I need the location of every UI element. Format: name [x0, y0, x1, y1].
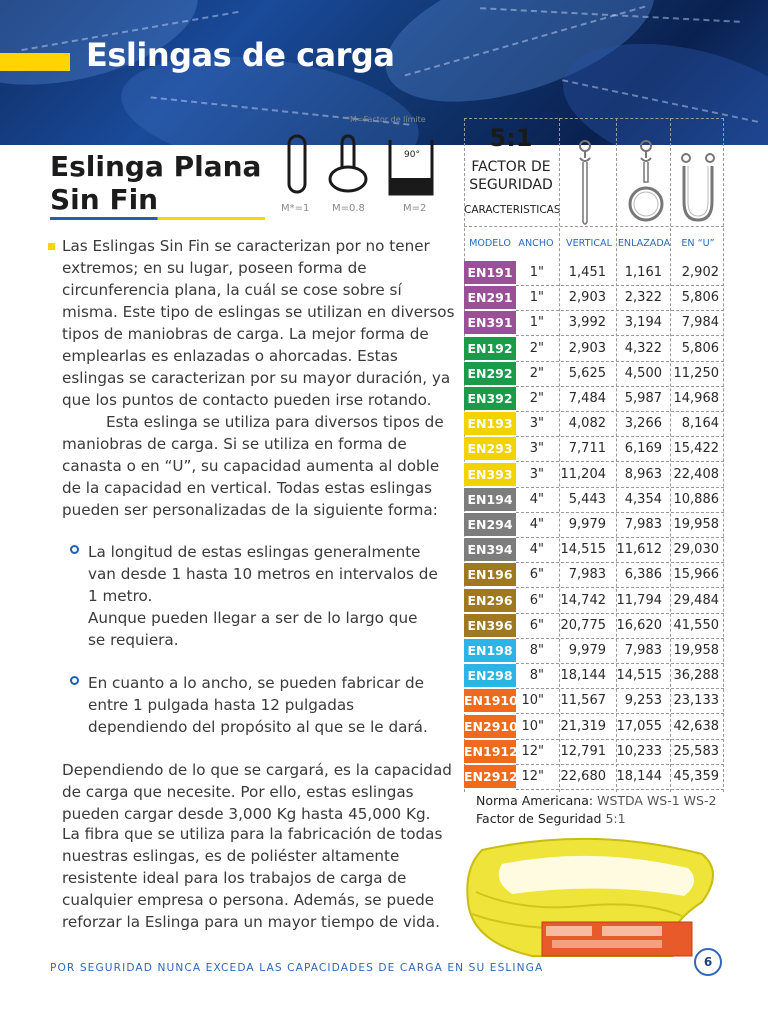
choker-capacity-cell: 6,386 — [624, 567, 662, 583]
basket-icon — [386, 138, 436, 198]
width-cell: 3" — [529, 416, 544, 432]
model-cell: EN193 — [464, 412, 516, 435]
factor-m1: M*=1 — [281, 203, 310, 214]
vertical-capacity-cell: 7,711 — [568, 441, 606, 457]
vertical-capacity-cell: 11,204 — [560, 466, 606, 482]
choker-capacity-cell: 3,194 — [624, 315, 662, 331]
factor-m3: M=2 — [403, 203, 427, 214]
vertical-capacity-cell: 2,903 — [568, 340, 606, 356]
width-cell: 10" — [521, 693, 544, 709]
column-header-basket: EN “U” — [681, 238, 715, 249]
basket-capacity-cell: 2,902 — [681, 265, 719, 280]
width-cell: 6" — [529, 567, 544, 583]
straight-loop-icon — [286, 133, 308, 195]
model-cell: EN293 — [464, 437, 516, 460]
model-cell: EN196 — [464, 563, 516, 586]
basket-capacity-cell: 19,958 — [673, 643, 719, 658]
vertical-capacity-cell: 12,791 — [560, 743, 606, 759]
table-row — [464, 613, 724, 638]
column-header-model: MODELO — [469, 238, 511, 249]
vertical-hitch-icon — [572, 138, 598, 228]
table-row — [464, 336, 724, 361]
basket-capacity-cell: 25,583 — [673, 743, 719, 759]
vertical-capacity-cell: 7,484 — [568, 391, 606, 406]
model-cell: EN292 — [464, 362, 516, 385]
choker-capacity-cell: 14,515 — [616, 668, 662, 684]
table-row — [464, 260, 724, 285]
column-header-width: ANCHO — [518, 238, 554, 249]
model-cell: EN396 — [464, 614, 516, 637]
choker-capacity-cell: 1,161 — [624, 265, 662, 280]
vertical-capacity-cell: 1,451 — [568, 265, 606, 280]
basket-hitch-icon — [678, 152, 718, 228]
circle-bullet-icon — [70, 676, 79, 685]
table-row — [464, 537, 724, 562]
choker-capacity-cell: 5,987 — [624, 391, 662, 406]
table-row — [464, 764, 724, 789]
page-number: 6 — [694, 948, 722, 976]
heading-underline — [50, 217, 265, 220]
table-row — [464, 411, 724, 436]
safety-factor-line1: FACTOR DE — [471, 159, 551, 175]
table-row — [464, 512, 724, 537]
width-cell: 12" — [521, 743, 544, 759]
width-cell: 12" — [521, 769, 544, 784]
table-row — [464, 361, 724, 386]
safety-factor-label: Factor de Seguridad — [476, 811, 602, 826]
factor-note: *M=Factor de límite — [346, 115, 426, 124]
paragraph-capacity: Dependiendo de lo que se cargará, es la capacidad de carga que necesite. Por ello, estas eslingas pueden cargar desde 3,000 Kg hasta 45,000 Kg. — [62, 761, 452, 823]
choker-hitch-icon — [626, 138, 666, 228]
section-heading-line2: Sin Fin — [50, 183, 159, 216]
basket-capacity-cell: 45,359 — [673, 769, 719, 784]
table-row — [464, 638, 724, 663]
vertical-capacity-cell: 11,567 — [560, 693, 606, 709]
model-cell: EN294 — [464, 513, 516, 536]
width-cell: 6" — [529, 592, 544, 608]
model-cell: EN394 — [464, 538, 516, 561]
vertical-capacity-cell: 4,082 — [568, 416, 606, 432]
vertical-capacity-cell: 22,680 — [560, 769, 606, 784]
width-cell: 6" — [529, 617, 544, 633]
table-row — [464, 739, 724, 764]
choker-capacity-cell: 4,322 — [624, 340, 662, 356]
choker-capacity-cell: 16,620 — [616, 617, 662, 633]
basket-capacity-cell: 19,958 — [673, 517, 719, 532]
vertical-capacity-cell: 14,515 — [560, 542, 606, 558]
table-row — [464, 285, 724, 310]
bullet-length-note: Aunque pueden llegar a ser de lo largo que se requiera. — [88, 609, 418, 649]
basket-capacity-cell: 36,288 — [673, 668, 719, 684]
choker-capacity-cell: 9,253 — [624, 693, 662, 709]
section-heading — [50, 150, 261, 216]
basket-capacity-cell: 15,422 — [673, 441, 719, 457]
paragraph-intro: Las Eslingas Sin Fin se caracterizan por no tener extremos; en su lugar, poseen forma de circunferencia plana, la cuál se cose sobre sí misma. Este tipo de eslingas se utilizan en diversos tipos de maniobras de carga. La mejor forma de emplearlas es enlazadas o ahorcadas. Estas eslingas se caracterizan por su mayor duración, ya que los puntos de contacto pueden irse rotando. — [62, 237, 455, 409]
endless-sling-image — [462, 832, 728, 962]
safety-factor-title — [464, 158, 558, 194]
vertical-capacity-cell: 20,775 — [560, 617, 606, 633]
basket-capacity-cell: 42,638 — [673, 718, 719, 734]
norm-label: Norma Americana: — [476, 793, 594, 808]
choker-capacity-cell: 8,963 — [624, 466, 662, 482]
basket-capacity-cell: 10,886 — [673, 491, 719, 507]
model-cell: EN391 — [464, 311, 516, 334]
model-cell: EN1912 — [464, 740, 516, 763]
choker-capacity-cell: 4,354 — [624, 491, 662, 507]
vertical-capacity-cell: 18,144 — [560, 668, 606, 684]
column-header-choker: ENLAZADA — [617, 238, 671, 249]
model-cell: EN1910 — [464, 689, 516, 712]
basket-capacity-cell: 14,968 — [673, 391, 719, 406]
table-row — [464, 487, 724, 512]
model-cell: EN291 — [464, 286, 516, 309]
choker-capacity-cell: 11,612 — [616, 542, 662, 558]
paragraph-usage: Esta eslinga se utiliza para diversos tipos de maniobras de carga. Si se utiliza en forma de canasta o en “U”, su capacidad aumenta al doble de la capacidad en vertical. Todas estas eslingas pueden ser personalizadas de la siguiente forma: — [62, 413, 444, 519]
bullet-width: En cuanto a lo ancho, se pueden fabricar de entre 1 pulgada hasta 12 pulgadas dependiendo del propósito al que se le dará. — [88, 674, 428, 736]
width-cell: 2" — [529, 340, 544, 356]
model-cell: EN194 — [464, 488, 516, 511]
width-cell: 4" — [529, 491, 544, 507]
choker-capacity-cell: 18,144 — [616, 769, 662, 784]
basket-capacity-cell: 29,030 — [673, 542, 719, 558]
basket-capacity-cell: 5,806 — [681, 340, 719, 356]
choker-capacity-cell: 7,983 — [624, 517, 662, 532]
width-cell: 3" — [529, 466, 544, 482]
vertical-capacity-cell: 5,625 — [568, 365, 606, 381]
basket-capacity-cell: 11,250 — [673, 365, 719, 381]
width-cell: 2" — [529, 391, 544, 406]
characteristics-label: CARACTERISTICAS — [464, 204, 561, 216]
angle-label: 90° — [404, 150, 420, 160]
width-cell: 1" — [529, 265, 544, 280]
basket-capacity-cell: 29,484 — [673, 592, 719, 608]
choker-capacity-cell: 6,169 — [624, 441, 662, 457]
section-heading-line1: Eslinga Plana — [50, 150, 262, 183]
width-cell: 3" — [529, 441, 544, 457]
choker-capacity-cell: 3,266 — [624, 416, 662, 432]
vertical-capacity-cell: 3,992 — [568, 315, 606, 331]
safety-factor-line2: SEGURIDAD — [469, 177, 553, 193]
factor-m2: M=0.8 — [332, 203, 365, 214]
vertical-capacity-cell: 9,979 — [568, 643, 606, 658]
choker-capacity-cell: 4,500 — [624, 365, 662, 381]
vertical-capacity-cell: 21,319 — [560, 718, 606, 734]
choker-capacity-cell: 11,794 — [616, 592, 662, 608]
basket-capacity-cell: 7,984 — [681, 315, 719, 331]
table-row — [464, 310, 724, 335]
safety-footer: POR SEGURIDAD NUNCA EXCEDA LAS CAPACIDADES DE CARGA EN SU ESLINGA — [50, 962, 544, 974]
column-header-vertical: VERTICAL — [566, 238, 612, 249]
safety-ratio: 5:1 — [489, 124, 533, 152]
choker-capacity-cell: 7,983 — [624, 643, 662, 658]
basket-capacity-cell: 8,164 — [681, 416, 719, 432]
table-row — [464, 588, 724, 613]
width-cell: 8" — [529, 643, 544, 658]
table-row — [464, 436, 724, 461]
model-cell: EN191 — [464, 261, 516, 284]
table-row — [464, 386, 724, 411]
vertical-capacity-cell: 14,742 — [560, 592, 606, 608]
model-cell: EN296 — [464, 589, 516, 612]
basket-capacity-cell: 15,966 — [673, 567, 719, 583]
circle-bullet-icon — [70, 545, 79, 554]
table-row — [464, 714, 724, 739]
width-cell: 4" — [529, 517, 544, 532]
table-row — [464, 663, 724, 688]
choker-capacity-cell: 2,322 — [624, 290, 662, 306]
basket-capacity-cell: 41,550 — [673, 617, 719, 633]
model-cell: EN392 — [464, 387, 516, 410]
width-cell: 1" — [529, 290, 544, 306]
basket-capacity-cell: 5,806 — [681, 290, 719, 306]
norm-value: WSTDA WS-1 WS-2 — [597, 793, 717, 808]
basket-capacity-cell: 23,133 — [673, 693, 719, 709]
model-cell: EN198 — [464, 639, 516, 662]
model-cell: EN192 — [464, 337, 516, 360]
page-title: Eslingas de carga — [86, 36, 395, 74]
norm-info — [476, 793, 716, 826]
safety-factor-value: 5:1 — [605, 811, 626, 826]
width-cell: 8" — [529, 668, 544, 684]
width-cell: 2" — [529, 365, 544, 381]
table-header — [464, 118, 724, 236]
choker-capacity-cell: 17,055 — [616, 718, 662, 734]
vertical-capacity-cell: 2,903 — [568, 290, 606, 306]
width-cell: 4" — [529, 542, 544, 558]
model-cell: EN2910 — [464, 715, 516, 738]
vertical-capacity-cell: 5,443 — [568, 491, 606, 507]
choker-capacity-cell: 10,233 — [616, 743, 662, 759]
table-row — [464, 688, 724, 713]
square-bullet-icon — [48, 243, 55, 250]
accent-bar — [0, 53, 70, 71]
width-cell: 10" — [521, 718, 544, 734]
bullet-length: La longitud de estas eslingas generalmente van desde 1 hasta 10 metros en intervalos de 1 metro. — [88, 543, 438, 605]
width-cell: 1" — [529, 315, 544, 331]
table-row — [464, 462, 724, 487]
vertical-capacity-cell: 9,979 — [568, 517, 606, 532]
model-cell: EN393 — [464, 463, 516, 486]
model-cell: EN298 — [464, 664, 516, 687]
basket-capacity-cell: 22,408 — [673, 466, 719, 482]
model-cell: EN2912 — [464, 765, 516, 788]
paragraph-fiber: La fibra que se utiliza para la fabricación de todas nuestras eslingas, es de poliéster altamente resistente ideal para los trabajos de carga de cualquier empresa o persona. Además, se puede reforzar la Eslinga para un mayor tiempo de vida. — [62, 825, 443, 931]
vertical-capacity-cell: 7,983 — [568, 567, 606, 583]
choker-loop-icon — [326, 133, 370, 195]
table-row — [464, 562, 724, 587]
